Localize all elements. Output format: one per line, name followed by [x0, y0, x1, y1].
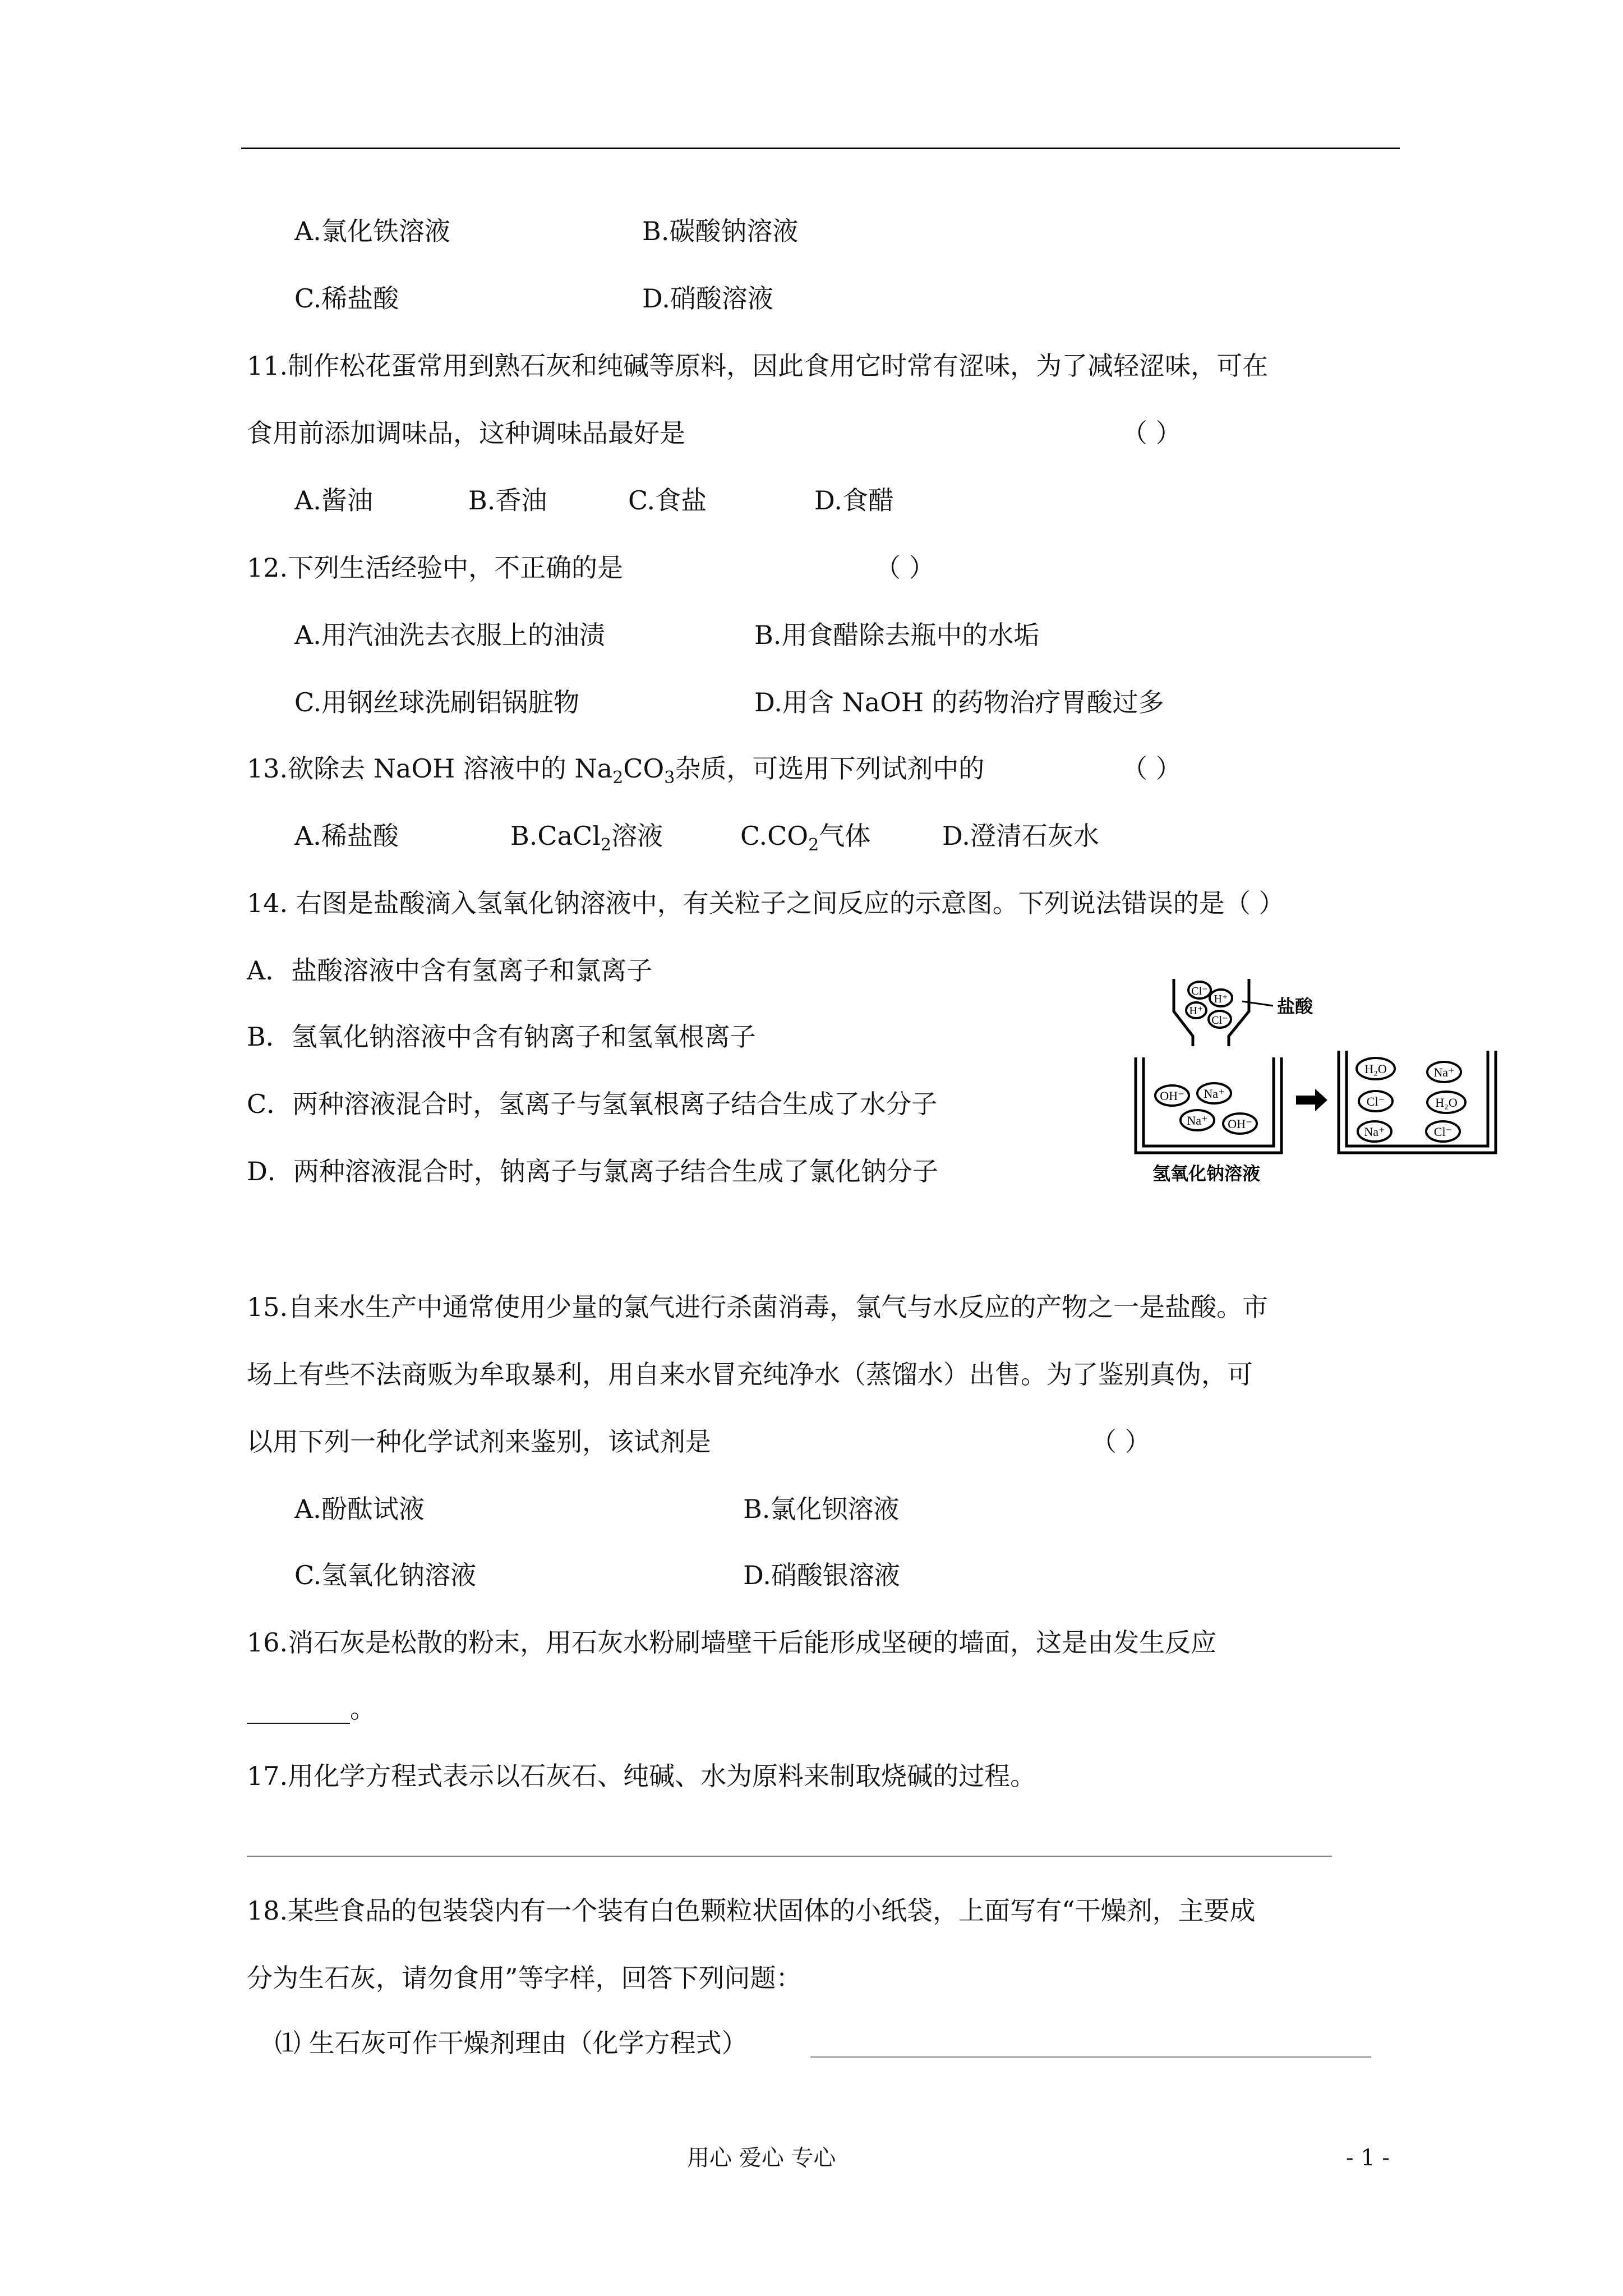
footer-motto: 用心 爱心 专心 — [687, 2145, 836, 2171]
q11-option-a: A.酱油 — [294, 485, 373, 516]
q13-sub-2: 2 — [612, 768, 624, 788]
beaker-left — [1136, 1057, 1281, 1153]
q18-stem-line2: 分为生石灰，请勿食用”等字样，回答下列问题： — [247, 1963, 802, 1993]
q13-option-b-sub: 2 — [600, 835, 612, 855]
q16-stem-line2 — [247, 1692, 376, 1726]
molecule-right-4-label: H₂O — [1435, 1096, 1458, 1110]
q13-option-b-post: 溶液 — [611, 821, 663, 851]
q15-stem-line3: 以用下列一种化学试剂来鉴别，该试剂是 — [247, 1427, 711, 1457]
q12-option-b: B.用食醋除去瓶中的水垢 — [754, 620, 1040, 650]
q12-answer-bracket: （ ） — [875, 553, 935, 583]
acid-base-reaction-diagram — [1130, 973, 1500, 1195]
q13-option-c-post: 气体 — [819, 821, 871, 851]
q18-stem-line1: 18.某些食品的包装袋内有一个装有白色颗粒状固体的小纸袋，上面写有“干燥剂，主要成 — [247, 1895, 1256, 1926]
ion-funnel-3-label: H⁺ — [1189, 1005, 1204, 1017]
q15-answer-bracket: （ ） — [1091, 1427, 1151, 1457]
ion-funnel-4-label: Cl⁻ — [1211, 1014, 1228, 1027]
q10-option-d: D.硝酸溶液 — [642, 283, 773, 314]
q16-answer-blank[interactable]: ________ — [247, 1694, 350, 1724]
q18-subquestion-1: ⑴ 生石灰可作干燥剂理由（化学方程式） — [275, 2028, 748, 2058]
acid-label-pointer — [1242, 1001, 1273, 1006]
q13-stem-post: 杂质，可选用下列试剂中的 — [675, 753, 985, 784]
q13-sub-3: 3 — [664, 768, 675, 788]
q14-option-b: B．氢氧化钠溶液中含有钠离子和氢氧根离子 — [247, 1022, 756, 1052]
q15-option-d: D.硝酸银溶液 — [743, 1560, 900, 1590]
q14-option-d: D．两种溶液混合时，钠离子与氯离子结合生成了氯化钠分子 — [247, 1156, 938, 1186]
label-sodium-hydroxide-solution: 氢氧化钠溶液 — [1152, 1163, 1261, 1184]
q12-option-a: A.用汽油洗去衣服上的油渍 — [294, 620, 605, 650]
ion-right-6-label: Cl⁻ — [1433, 1125, 1453, 1139]
q15-option-c: C.氢氧化钠溶液 — [294, 1560, 477, 1590]
q10-option-a: A.氯化铁溶液 — [294, 216, 450, 246]
q11-option-b: B.香油 — [468, 485, 547, 516]
q12-option-c: C.用钢丝球洗刷铝锅脏物 — [294, 687, 580, 717]
q13-option-c — [740, 819, 870, 853]
ion-left-3-label: Na⁺ — [1187, 1114, 1208, 1128]
q10-option-c: C.稀盐酸 — [294, 283, 399, 314]
q16-end-mark: 。 — [350, 1694, 376, 1724]
q13-option-a: A.稀盐酸 — [294, 821, 399, 851]
ion-left-2-label: Na⁺ — [1204, 1087, 1225, 1101]
ion-right-3-label: Cl⁻ — [1366, 1094, 1385, 1108]
q15-stem-line1: 15.自来水生产中通常使用少量的氯气进行杀菌消毒，氯气与水反应的产物之一是盐酸。市 — [247, 1292, 1269, 1322]
q11-stem-line1: 11.制作松花蛋常用到熟石灰和纯碱等原料，因此食用它时常有涩味，为了减轻涩味，可在 — [247, 351, 1269, 381]
ion-right-5-label: Na⁺ — [1364, 1125, 1385, 1139]
q15-option-a: A.酚酞试液 — [294, 1494, 425, 1524]
reaction-arrow-icon — [1296, 1089, 1327, 1111]
q14-stem: 14. 右图是盐酸滴入氢氧化钠溶液中，有关粒子之间反应的示意图。下列说法错误的是（ ） — [247, 888, 1285, 918]
q11-answer-bracket: （ ） — [1122, 418, 1182, 448]
q13-stem — [247, 752, 985, 788]
q17-answer-line[interactable] — [247, 1856, 1332, 1857]
q13-option-b — [510, 819, 663, 853]
q15-stem-line2: 场上有些不法商贩为牟取暴利，用自来水冒充纯净水（蒸馏水）出售。为了鉴别真伪，可 — [247, 1359, 1253, 1389]
page-number: - 1 - — [1346, 2145, 1390, 2171]
q12-option-d: D.用含 NaOH 的药物治疗胃酸过多 — [754, 687, 1164, 717]
ion-left-4-label: OH⁻ — [1228, 1117, 1252, 1131]
q13-option-b-pre: B.CaCl — [510, 821, 601, 851]
q13-option-c-pre: C.CO — [740, 821, 809, 851]
q13-answer-bracket: （ ） — [1122, 753, 1182, 784]
q12-stem: 12.下列生活经验中，不正确的是 — [247, 553, 624, 583]
q15-option-b: B.氯化钡溶液 — [743, 1494, 900, 1524]
ion-left-1-label: OH⁻ — [1160, 1089, 1184, 1103]
q17-stem: 17.用化学方程式表示以石灰石、纯碱、水为原料来制取烧碱的过程。 — [247, 1761, 1036, 1791]
ion-funnel-1-label: Cl⁻ — [1191, 985, 1208, 997]
q13-stem-mid: CO — [623, 753, 665, 784]
q10-option-b: B.碳酸钠溶液 — [642, 216, 799, 246]
q18-subquestion-1-answer-line[interactable] — [810, 2056, 1371, 2058]
q11-option-d: D.食醋 — [814, 485, 894, 516]
ion-right-2-label: Na⁺ — [1433, 1065, 1455, 1079]
ion-funnel-2-label: H⁺ — [1214, 993, 1228, 1005]
label-hydrochloric-acid: 盐酸 — [1277, 996, 1313, 1016]
q14-option-c: C．两种溶液混合时，氢离子与氢氧根离子结合生成了水分子 — [247, 1089, 938, 1119]
q11-stem-line2: 食用前添加调味品，这种调味品最好是 — [247, 418, 685, 448]
q13-stem-pre: 13.欲除去 NaOH 溶液中的 Na — [247, 753, 613, 784]
q11-option-c: C.食盐 — [628, 485, 707, 516]
q16-stem-line1: 16.消石灰是松散的粉末，用石灰水粉刷墙壁干后能形成坚硬的墙面，这是由发生反应 — [247, 1627, 1217, 1658]
q13-option-d: D.澄清石灰水 — [942, 821, 1099, 851]
molecule-right-1-label: H₂O — [1364, 1062, 1387, 1076]
q13-option-c-sub: 2 — [808, 835, 819, 855]
q14-option-a: A．盐酸溶液中含有氢离子和氯离子 — [247, 955, 653, 986]
header-rule — [241, 148, 1400, 149]
